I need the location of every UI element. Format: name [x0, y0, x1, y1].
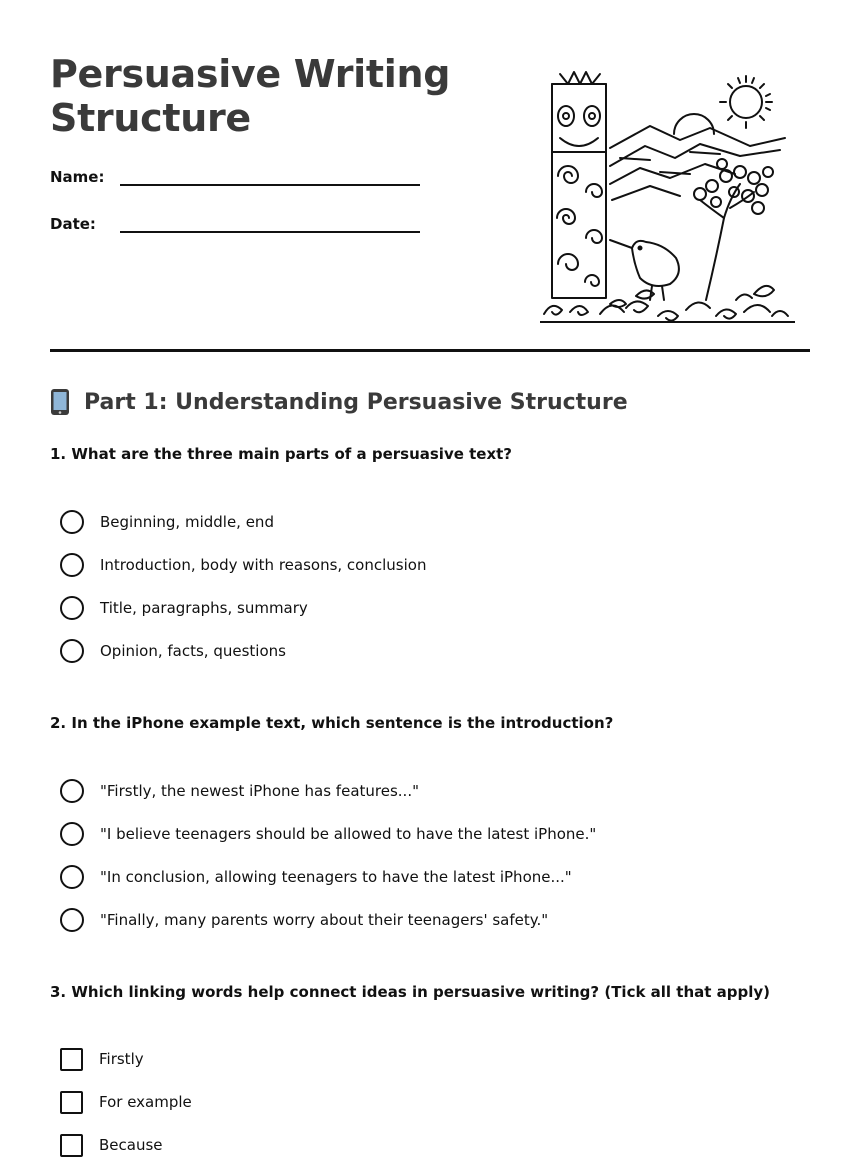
name-label: Name:	[50, 168, 105, 186]
question-2: 2. In the iPhone example text, which sentence is the introduction?	[50, 714, 614, 732]
name-input-line[interactable]	[120, 166, 420, 186]
radio-button[interactable]	[60, 779, 84, 803]
question-3: 3. Which linking words help connect ideas in persuasive writing? (Tick all that apply)	[50, 983, 771, 1001]
tree-icon	[694, 159, 773, 300]
q1-option-c[interactable]	[60, 595, 308, 621]
q3-option-a[interactable]	[60, 1046, 144, 1072]
checkbox[interactable]	[60, 1048, 83, 1071]
option-label: Introduction, body with reasons, conclusion	[100, 556, 427, 574]
sun-icon	[720, 76, 772, 128]
option-label: "Finally, many parents worry about their teenagers' safety."	[100, 911, 549, 929]
option-label: Because	[99, 1136, 163, 1154]
date-label: Date:	[50, 215, 96, 233]
radio-button[interactable]	[60, 865, 84, 889]
q1-option-d[interactable]	[60, 638, 286, 664]
option-label: Firstly	[99, 1050, 144, 1068]
option-label: Opinion, facts, questions	[100, 642, 286, 660]
radio-button[interactable]	[60, 596, 84, 620]
q3-option-b[interactable]	[60, 1089, 192, 1115]
q1-option-a[interactable]	[60, 509, 274, 535]
option-label: Beginning, middle, end	[100, 513, 274, 531]
part-1-heading	[50, 388, 628, 416]
radio-button[interactable]	[60, 908, 84, 932]
mobile-phone-icon	[50, 388, 70, 416]
name-field	[50, 166, 420, 186]
checkbox[interactable]	[60, 1091, 83, 1114]
q3-option-c[interactable]	[60, 1132, 163, 1158]
date-field	[50, 213, 420, 233]
q1-option-b[interactable]	[60, 552, 426, 578]
ground-swirls-icon	[540, 286, 795, 322]
header-divider	[50, 349, 810, 352]
question-1: 1. What are the three main parts of a persuasive text?	[50, 445, 513, 463]
q2-option-c[interactable]	[60, 864, 572, 890]
q2-option-d[interactable]	[60, 907, 548, 933]
radio-button[interactable]	[60, 639, 84, 663]
option-label: Title, paragraphs, summary	[100, 599, 308, 617]
q2-option-b[interactable]	[60, 821, 596, 847]
carved-pou-icon	[552, 72, 606, 298]
date-input-line[interactable]	[120, 213, 420, 233]
option-label: "Firstly, the newest iPhone has features..."	[100, 782, 419, 800]
checkbox[interactable]	[60, 1134, 83, 1157]
title-line-2: Structure	[50, 96, 251, 140]
part-1-title: Part 1: Understanding Persuasive Structure	[84, 389, 628, 415]
radio-button[interactable]	[60, 822, 84, 846]
option-label: For example	[99, 1093, 192, 1111]
option-label: "I believe teenagers should be allowed to have the latest iPhone."	[100, 825, 597, 843]
option-label: "In conclusion, allowing teenagers to have the latest iPhone..."	[100, 868, 572, 886]
title-line-1: Persuasive Writing	[50, 52, 451, 96]
q2-option-a[interactable]	[60, 778, 419, 804]
radio-button[interactable]	[60, 553, 84, 577]
maori-landscape-illustration	[540, 68, 795, 326]
radio-button[interactable]	[60, 510, 84, 534]
worksheet-title	[50, 52, 450, 140]
